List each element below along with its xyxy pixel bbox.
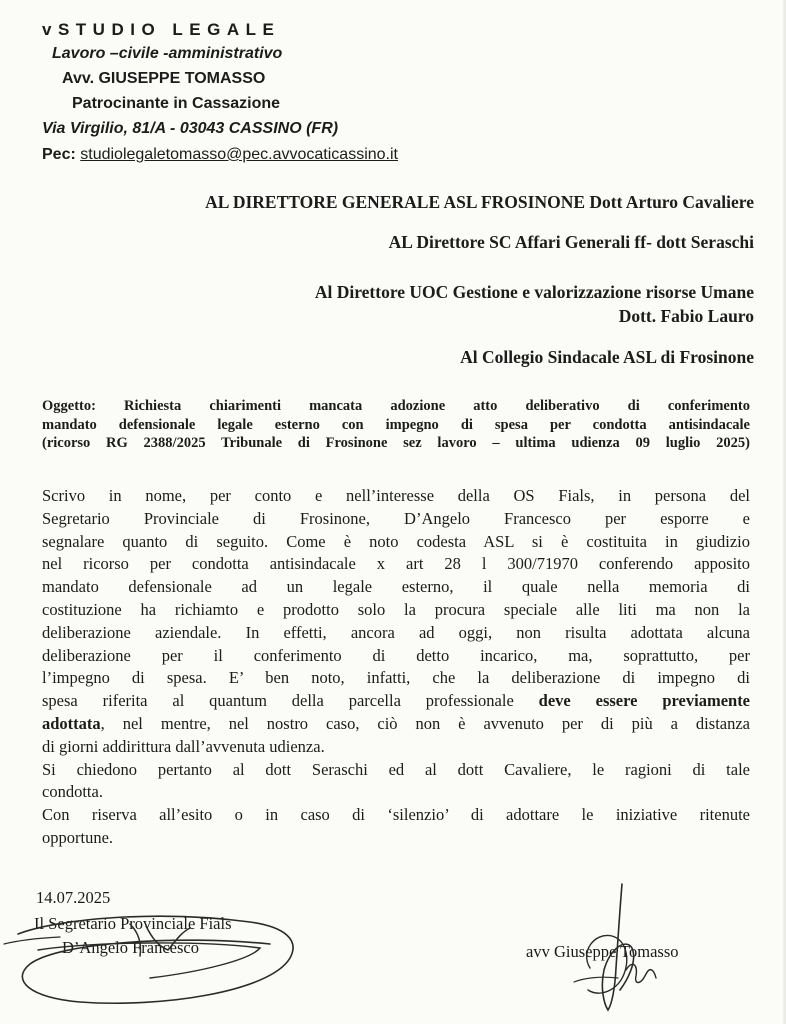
body-line: adottata, nel mentre, nel nostro caso, ciò non è avvenuto per di più a distanza	[42, 713, 750, 733]
body-line: nel ricorso per condotta antisindacale x art 28 l 300/71970 conferendo apposito	[42, 554, 750, 574]
pec-label: Pec:	[42, 146, 76, 163]
signer-name: D’Angelo Francesco	[62, 938, 199, 957]
signer-title: Il Segretario Provinciale Fials	[34, 914, 232, 933]
letterhead-practice-area: Lavoro –civile -amministrativo	[52, 45, 283, 62]
letter-body	[42, 485, 750, 850]
body-line: l’impegno di spesa. E’ ben noto, infatti, che la deliberazione di impegno di	[42, 668, 750, 688]
subject-line-1: Oggetto: Richiesta chiarimenti mancata adozione atto deliberativo di conferimento	[42, 398, 750, 414]
body-line: Con riserva all’esito o in caso di ‘silenzio’ di adottare le iniziative ritenute	[42, 805, 750, 825]
body-emphasis: deve essere previamente	[538, 691, 750, 711]
letterhead-title: Patrocinante in Cassazione	[72, 95, 281, 112]
subject-line-2: mandato defensionale legale esterno con impegno di spesa per condotta antisindacale	[42, 416, 750, 433]
body-line: condotta.	[42, 782, 103, 802]
recipient-director-affari-generali: AL Direttore SC Affari Generali ff- dott Seraschi	[388, 232, 754, 252]
recipient-collegio-sindacale: Al Collegio Sindacale ASL di Frosinone	[460, 347, 754, 367]
body-line: segnalare quanto di seguito. Come è noto codesta ASL si è costituita in giudizio	[42, 531, 750, 551]
body-line: mandato defensionale ad un legale esterno, il quale nella memoria di	[42, 577, 750, 597]
body-line: di giorni addirittura dall’avvenuta udienza.	[42, 736, 325, 756]
body-line: Si chiedono pertanto al dott Seraschi ed al dott Cavaliere, le ragioni di tale	[42, 759, 750, 779]
letterhead-studio: vSTUDIO LEGALE	[42, 20, 281, 39]
letter-date: 14.07.2025	[36, 888, 111, 907]
recipient-director-general: AL DIRETTORE GENERALE ASL FROSINONE Dott Arturo Cavaliere	[205, 192, 754, 212]
lawyer-signature-name: avv Giuseppe Tomasso	[526, 942, 679, 961]
subject-label: Oggetto:	[42, 398, 96, 414]
subject-line-3: (ricorso RG 2388/2025 Tribunale di Frosinone sez lavoro – ultima udienza 09 luglio 2025)	[42, 435, 750, 451]
recipient-director-uoc-name: Dott. Fabio Lauro	[618, 306, 754, 326]
subject-block	[42, 397, 750, 453]
body-line: Segretario Provinciale di Frosinone, D’Angelo Francesco per esporre e	[42, 508, 750, 528]
body-line: deliberazione aziendale. In effetti, ancora ad oggi, non risulta adottata alcuna	[42, 622, 750, 642]
body-line: costituzione ha richiamto e prodotto solo la procura speciale alle liti ma non la	[42, 599, 750, 619]
body-line: opportune.	[42, 827, 114, 847]
body-line: deliberazione per il conferimento di detto incarico, ma, soprattutto, per	[42, 645, 750, 665]
letterhead-lawyer-name: Avv. GIUSEPPE TOMASSO	[62, 70, 266, 87]
body-emphasis: adottata	[42, 713, 101, 733]
pec-email-link[interactable]: studiolegaletomasso@pec.avvocaticassino.it	[80, 146, 398, 163]
letterhead-pec	[42, 146, 398, 164]
letterhead-address: Via Virgilio, 81/A - 03043 CASSINO (FR)	[42, 120, 339, 137]
body-line: spesa riferita al quantum della parcella professionale deve essere previamente	[42, 691, 750, 711]
recipient-director-uoc: Al Direttore UOC Gestione e valorizzazione risorse Umane	[314, 282, 754, 302]
body-line: Scrivo in nome, per conto e nell’interesse della OS Fials, in persona del	[42, 486, 750, 505]
